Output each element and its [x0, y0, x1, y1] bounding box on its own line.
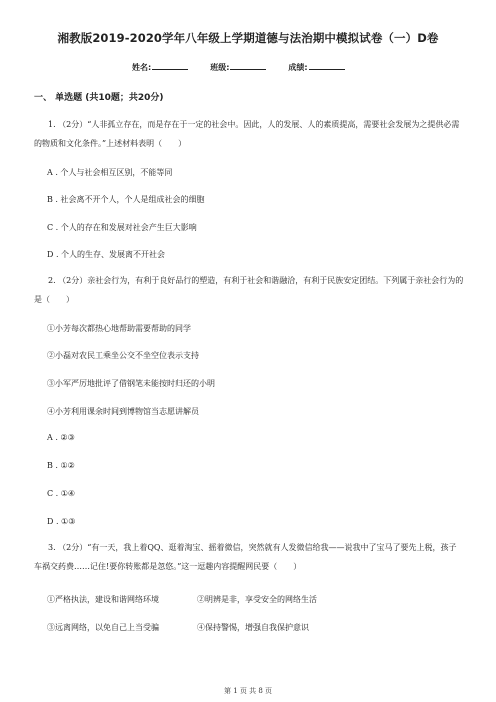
name-blank — [152, 69, 188, 70]
score-field — [288, 62, 344, 73]
question-1-text: 1. （2分）“人非孤立存在，而是存在于一定的社会中。因此，人的发展、人的素质提高，需要社会发展为之提供必需的物质和文化条件。”上述材料表明（ ） — [34, 120, 460, 148]
page-footer: 第 1 页 共 8 页 — [223, 687, 273, 695]
student-info-row — [132, 62, 432, 73]
class-blank — [230, 69, 266, 70]
name-field — [132, 62, 188, 73]
question-2-option-a: A . ②③ — [47, 433, 75, 442]
question-3-statements-row-2 — [47, 622, 309, 633]
question-3-text: 3. （2分）“有一天，我上着QQ、逛着淘宝、摇着微信，突然就有人发微信给我——说我中了宝马了要先上税，孩子车祸交药费……记住!要你转账都是忽悠。”这一逗趣内容提醒网民要（ ） — [34, 543, 457, 571]
question-1-option-a: A . 个人与社会相互区别，不能等同 — [47, 168, 173, 177]
question-3-statement-2: ②明辨是非，享受安全的网络生活 — [197, 595, 317, 604]
question-3-statements-row-1 — [47, 594, 317, 605]
question-2-statement-4: ④小芳利用课余时间到博物馆当志愿讲解员 — [47, 407, 199, 416]
question-2-text: 2. （2分）亲社会行为，有利于良好品行的塑造，有利于社会和谐融洽，有利于民族安定团结。下列属于亲社会行为的是（ ） — [34, 276, 464, 304]
name-label: 姓名: — [132, 63, 152, 72]
section-heading: 一、 单选题 (共10题；共20分) — [34, 93, 164, 103]
question-2-statement-3: ③小军严厉地批评了借钢笔未能按时归还的小明 — [47, 379, 215, 388]
class-field — [210, 62, 266, 73]
question-2-statement-1: ①小芳每次都热心地帮助需要帮助的同学 — [47, 324, 191, 333]
question-1-option-c: C . 个人的存在和发展对社会产生巨大影响 — [47, 223, 197, 232]
question-2-option-c: C . ①④ — [47, 489, 76, 498]
question-1-option-b: B . 社会离不开个人，个人是组成社会的细胞 — [47, 195, 205, 204]
document-title: 湘教版2019-2020学年八年级上学期道德与法治期中模拟试卷（一）D卷 — [57, 31, 439, 45]
question-2-statement-2: ②小磊对农民工乘坐公交不坐空位表示支持 — [47, 351, 199, 360]
score-blank — [309, 69, 345, 70]
question-1-option-d: D . 个人的生存、发展离不开社会 — [47, 250, 166, 259]
question-3-statement-4: ④保持警惕，增强自我保护意识 — [197, 623, 309, 632]
question-3-statement-1: ①严格执法，建设和谐网络环境 — [47, 595, 159, 604]
question-2-option-b: B . ①② — [47, 461, 75, 470]
class-label: 班级: — [210, 63, 230, 72]
question-2-option-d: D . ①③ — [47, 517, 76, 526]
score-label: 成绩: — [288, 63, 308, 72]
question-3-statement-3: ③远离网络，以免自己上当受骗 — [47, 623, 159, 632]
